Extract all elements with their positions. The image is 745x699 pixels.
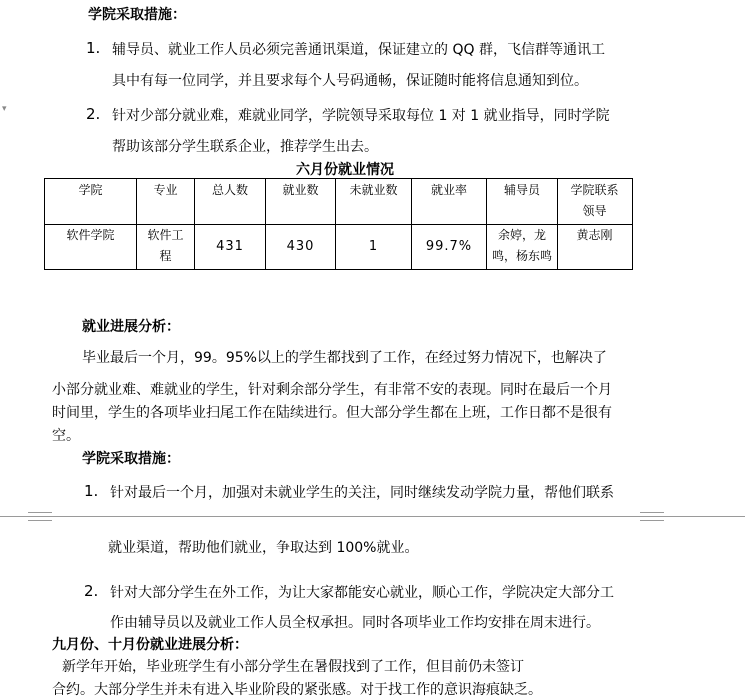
list-item-line: 针对大部分学生在外工作，为让大家都能安心就业，顺心工作，学院决定大部分工 [110,585,614,601]
table-header: 领导 [582,204,607,218]
table-cell-rate: 99.7% [425,239,473,254]
list-item-line: 作由辅导员以及就业工作人员全权承担。同时各项毕业工作均安排在周末进行。 [110,615,600,631]
page-break [0,516,745,517]
table-cell-unemployed: 1 [368,239,379,254]
employment-table [44,178,633,270]
paragraph-line: 小部分就业难、难就业的学生，针对剩余部分学生，有非常不安的表现。同时在最后一个月 [52,382,612,398]
page-margin-marker [640,512,664,521]
table-cell-counselor: 余婷，龙 [497,228,546,242]
page-margin-marker [28,512,52,521]
table-header: 总人数 [211,183,248,197]
paragraph-line: 空。 [52,428,80,444]
list-number: 2. [84,582,99,600]
cursor-marker-icon: ▾ [2,104,7,114]
table-cell-employed: 430 [286,239,315,254]
list-number: 1. [84,482,99,500]
paragraph-line: 合约。大部分学生并未有进入毕业阶段的紧张感。对于找工作的意识海痕缺乏。 [52,682,542,698]
table-header: 学院 [78,183,103,197]
paragraph-line: 时间里，学生的各项毕业扫尾工作在陆续进行。但大部分学生都在上班，工作日都不是很有 [52,405,612,421]
table-title: 六月份就业情况 [296,162,394,178]
table-cell-leader: 黄志刚 [576,228,613,242]
list-number: 1. [86,39,101,57]
list-item-line: 帮助该部分学生联系企业，推荐学生出去。 [112,139,378,155]
table-header: 就业率 [430,183,467,197]
list-item-line: 辅导员、就业工作人员必须完善通讯渠道，保证建立的 QQ 群，飞信群等通讯工 [112,42,605,58]
table-header: 就业数 [282,183,319,197]
table-cell-major: 程 [159,249,172,263]
table-header: 辅导员 [503,183,540,197]
paragraph-line: 毕业最后一个月，99。95%以上的学生都找到了工作，在经过努力情况下，也解决了 [82,350,607,366]
section2-heading: 学院采取措施： [82,451,180,467]
list-item-line: 针对少部分就业难，难就业同学，学院领导采取每位 1 对 1 就业指导，同时学院 [112,108,610,124]
table-cell-total: 431 [216,239,244,254]
list-item-line: 针对最后一个月，加强对未就业学生的关注，同时继续发动学院力量，帮他们联系 [110,485,614,501]
section3-heading: 九月份、十月份就业进展分析： [52,637,248,653]
list-item-line: 就业渠道，帮助他们就业，争取达到 100%就业。 [108,540,419,556]
table-header: 专业 [153,183,178,197]
list-number: 2. [86,105,101,123]
list-item-line: 具中有每一位同学，并且要求每个人号码通畅，保证随时能将信息通知到位。 [112,73,588,89]
table-header: 未就业数 [349,183,398,197]
table-header: 学院联系 [570,183,619,197]
table-cell-counselor: 鸣，杨东鸣 [491,249,552,263]
section1-heading: 学院采取措施： [88,7,186,23]
table-cell-major: 软件工 [147,228,184,242]
table-cell-college: 软件学院 [66,228,115,242]
analysis-heading: 就业进展分析： [82,319,180,335]
paragraph-line: 新学年开始，毕业班学生有小部分学生在暑假找到了工作，但目前仍未签订 [62,659,524,675]
